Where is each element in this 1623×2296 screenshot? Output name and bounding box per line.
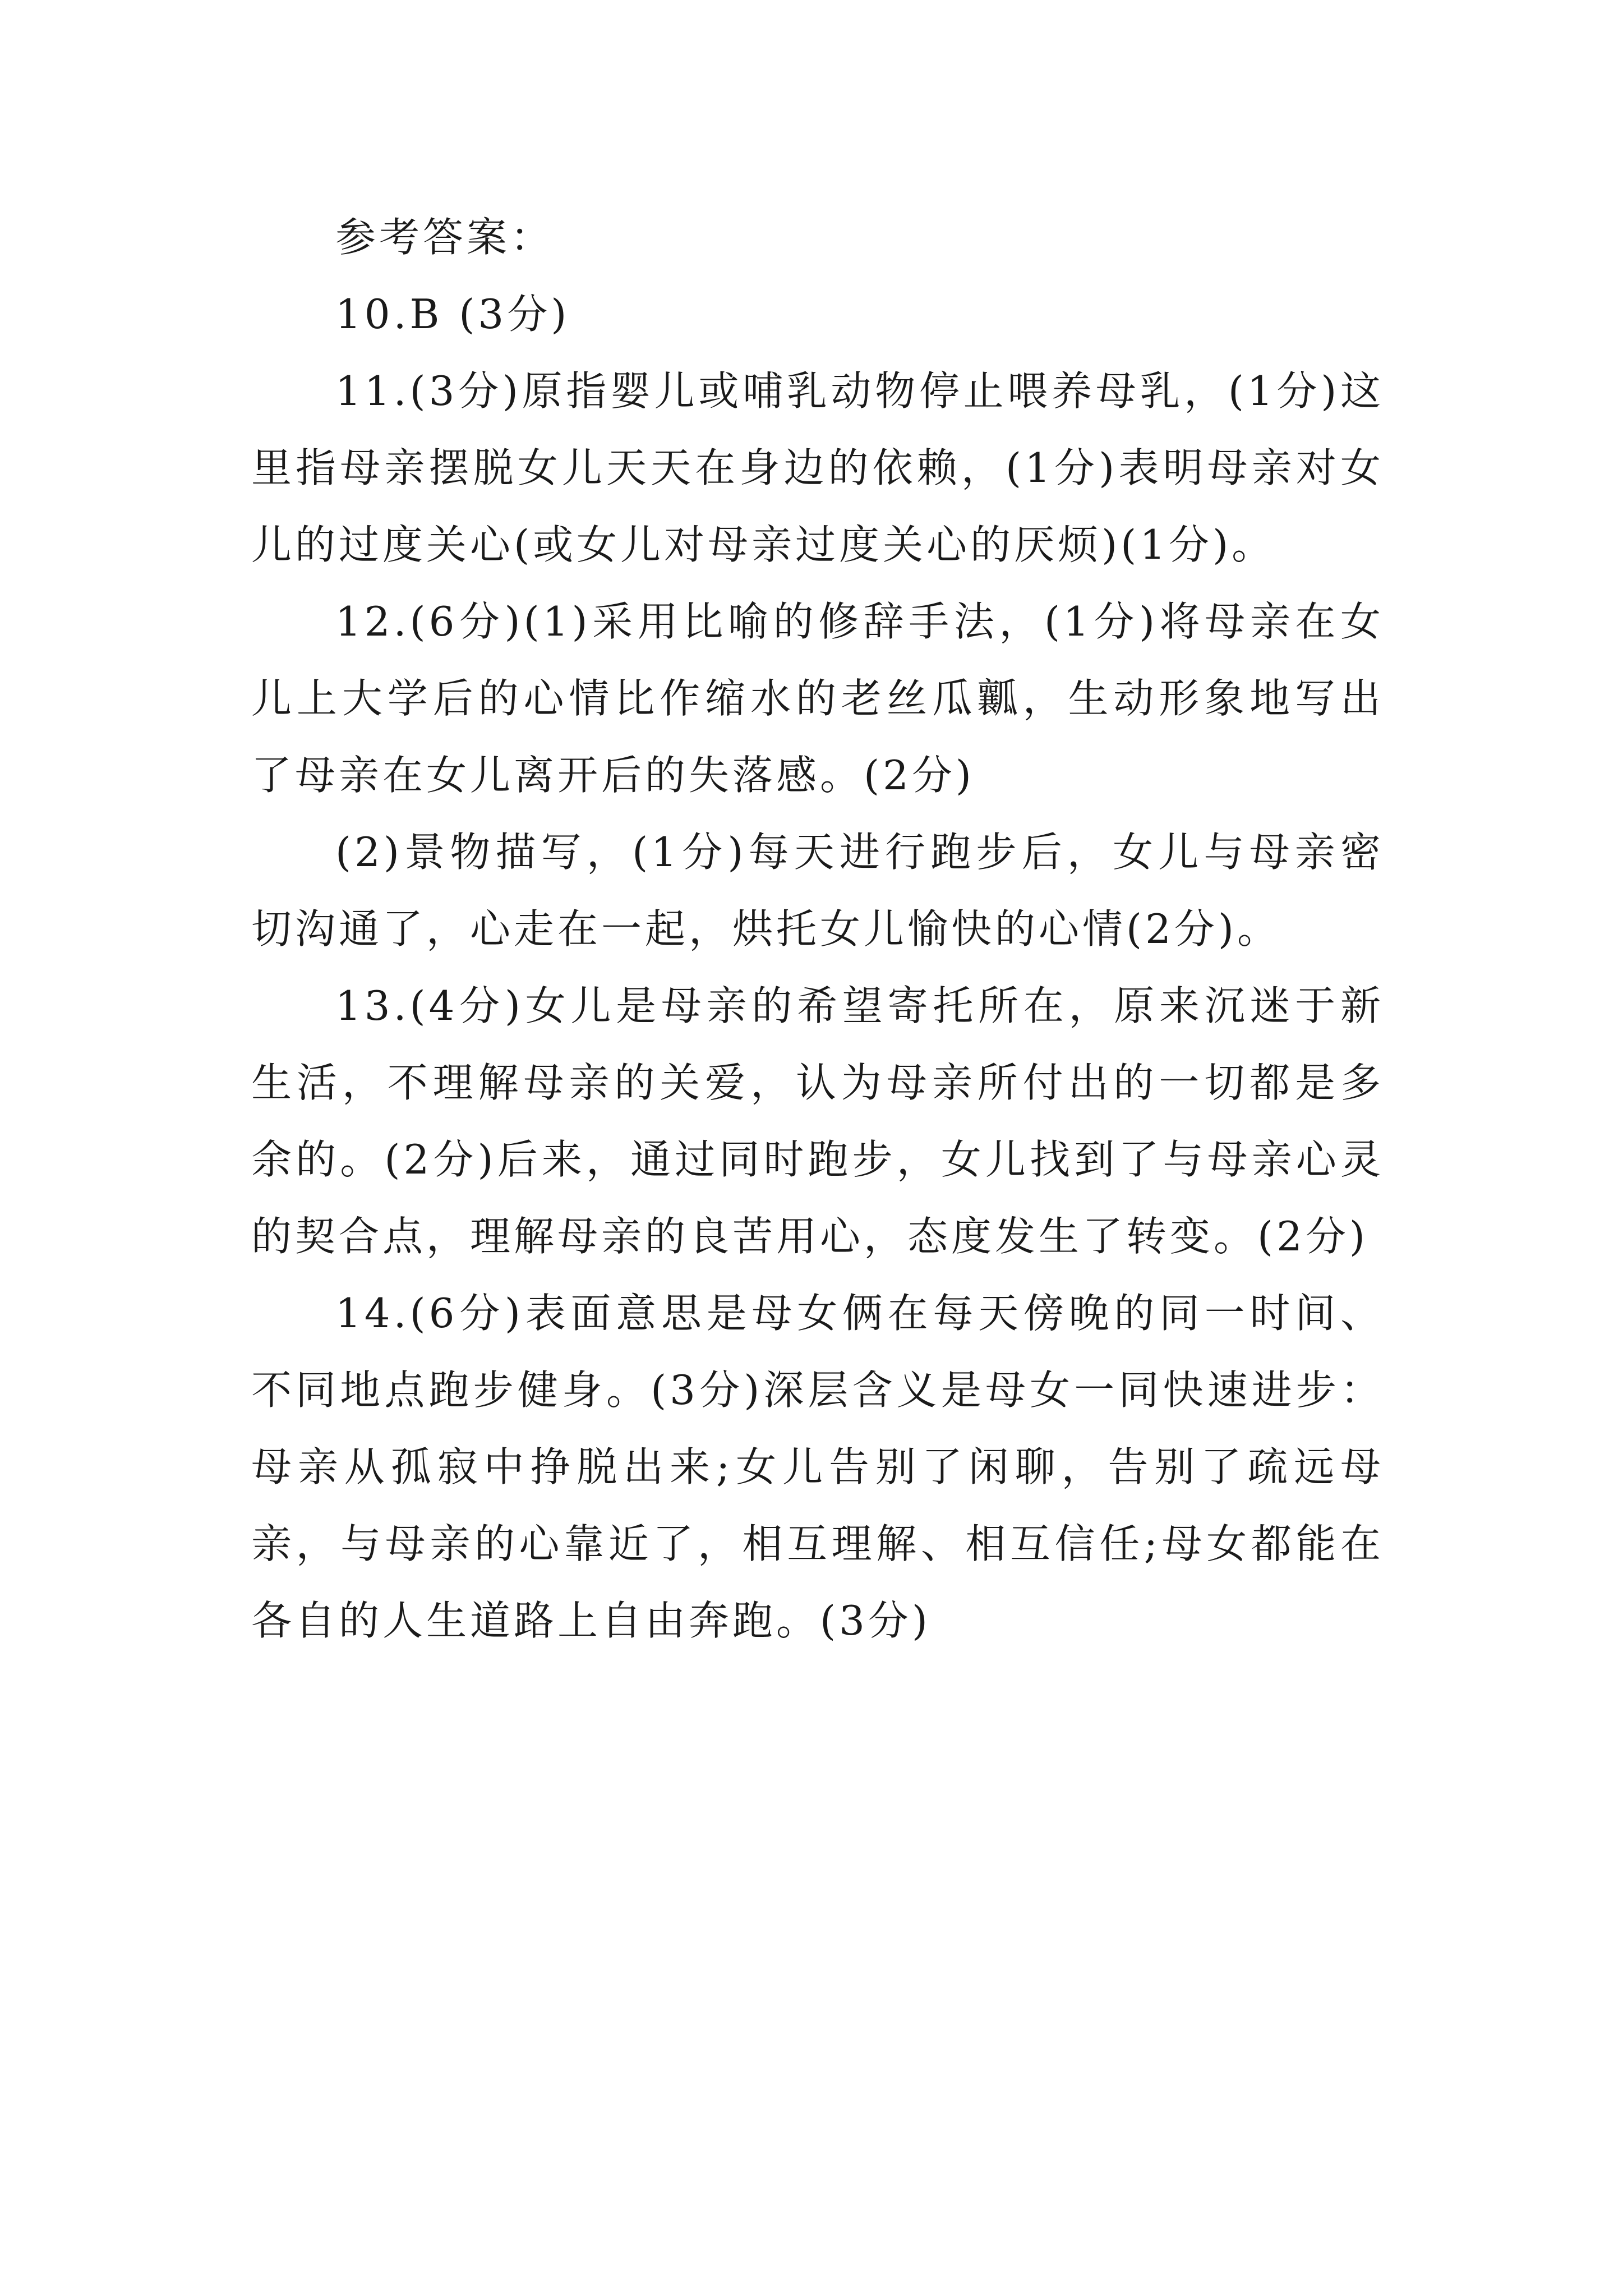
answer-11: 11.(3分)原指婴儿或哺乳动物停止喂养母乳，(1分)这里指母亲摆脱女儿天天在身边的依赖，(1分)表明母亲对女儿的过度关心(或女儿对母亲过度关心的厌烦)(1分)。 [251, 367, 1384, 568]
answer-14: 14.(6分)表面意思是母女俩在每天傍晚的同一时间、不同地点跑步健身。(3分)深层含义是母女一同快速进步：母亲从孤寂中挣脱出来;女儿告别了闲聊，告别了疏远母亲，与母亲的心靠近了，相互理解、相互信任;母女都能在各自的人生道路上自由奔跑。(3分) [251, 1290, 1384, 1644]
answer-13: 13.(4分)女儿是母亲的希望寄托所在，原来沉迷于新生活，不理解母亲的关爱，认为母亲所付出的一切都是多余的。(2分)后来，通过同时跑步，女儿找到了与母亲心灵的契合点，理解母亲的良苦用心，态度发生了转变。(2分) [251, 982, 1384, 1260]
answer-heading: 参考答案： [335, 214, 555, 261]
answer-10: 10.B (3分) [335, 291, 570, 338]
answer-content [251, 199, 1384, 1659]
answer-12-part-1: 12.(6分)(1)采用比喻的修辞手法，(1分)将母亲在女儿上大学后的心情比作缩水的老丝瓜瓤，生动形象地写出了母亲在女儿离开后的失落感。(2分) [251, 598, 1384, 799]
answer-12-part-2: (2)景物描写，(1分)每天进行跑步后，女儿与母亲密切沟通了，心走在一起，烘托女儿愉快的心情(2分)。 [251, 829, 1384, 953]
